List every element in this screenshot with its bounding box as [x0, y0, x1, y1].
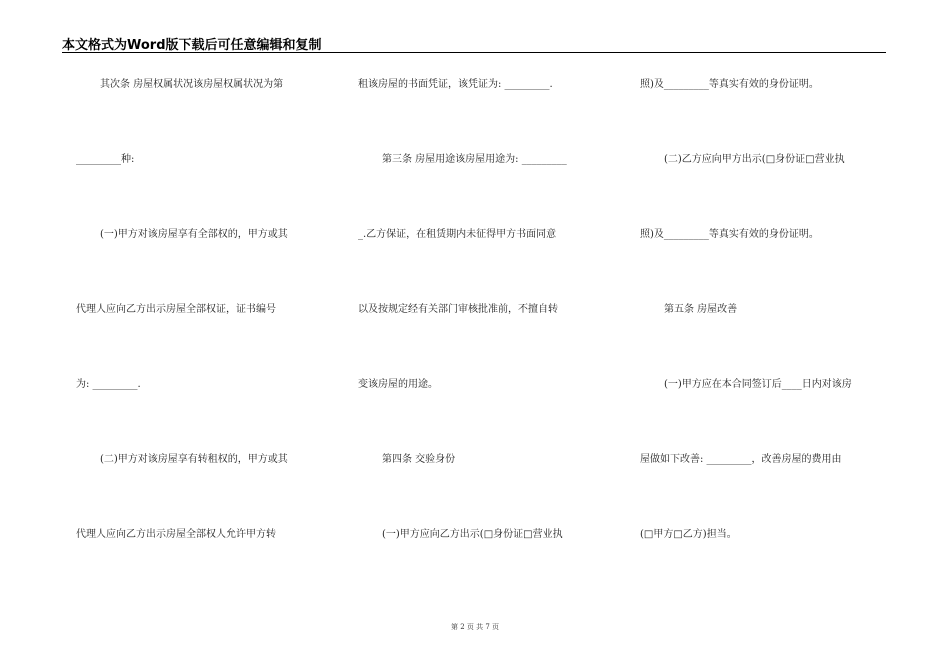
- paragraph-line: (一)甲方应向乙方出示(□身份证□营业执: [382, 529, 563, 540]
- paragraph-line: (一)甲方对该房屋享有全部权的，甲方或其: [100, 229, 288, 240]
- section-heading: 第五条 房屋改善: [664, 304, 738, 315]
- section-heading: 第四条 交验身份: [382, 454, 456, 465]
- paragraph-line: 租该房屋的书面凭证，该凭证为: _________.: [358, 79, 553, 90]
- paragraph-line: 照)及_________等真实有效的身份证明。: [640, 229, 819, 240]
- paragraph-line: _________种:: [76, 154, 135, 165]
- paragraph-line: _.乙方保证，在租赁期内未征得甲方书面同意: [358, 229, 557, 240]
- text-column-1: [76, 0, 336, 620]
- paragraph-line: 变该房屋的用途。: [358, 379, 438, 390]
- text-column-2: [358, 0, 618, 620]
- paragraph-line: 其次条 房屋权属状况该房屋权属状况为第: [100, 79, 284, 90]
- paragraph-line: 以及按规定经有关部门审核批准前，不擅自转: [358, 304, 558, 315]
- paragraph-line: (一)甲方应在本合同签订后____日内对该房: [664, 379, 852, 390]
- paragraph-line: (二)乙方应向甲方出示(□身份证□营业执: [664, 154, 845, 165]
- paragraph-line: 屋做如下改善: _________，改善房屋的费用由: [640, 454, 842, 465]
- paragraph-line: 照)及_________等真实有效的身份证明。: [640, 79, 819, 90]
- paragraph-line: 代理人应向乙方出示房屋全部权人允许甲方转: [76, 529, 276, 540]
- paragraph-line: 第三条 房屋用途该房屋用途为: _________: [382, 154, 567, 165]
- page-number: 第 2 页 共 7 页: [450, 623, 500, 631]
- text-column-3: [640, 0, 900, 620]
- paragraph-line: 代理人应向乙方出示房屋全部权证，证书编号: [76, 304, 276, 315]
- paragraph-line: (□甲方□乙方)担当。: [640, 529, 737, 540]
- paragraph-line: (二)甲方对该房屋享有转租权的，甲方或其: [100, 454, 288, 465]
- paragraph-line: 为: _________.: [76, 379, 141, 390]
- header-title: 本文格式为Word版下载后可任意编辑和复制: [62, 38, 322, 53]
